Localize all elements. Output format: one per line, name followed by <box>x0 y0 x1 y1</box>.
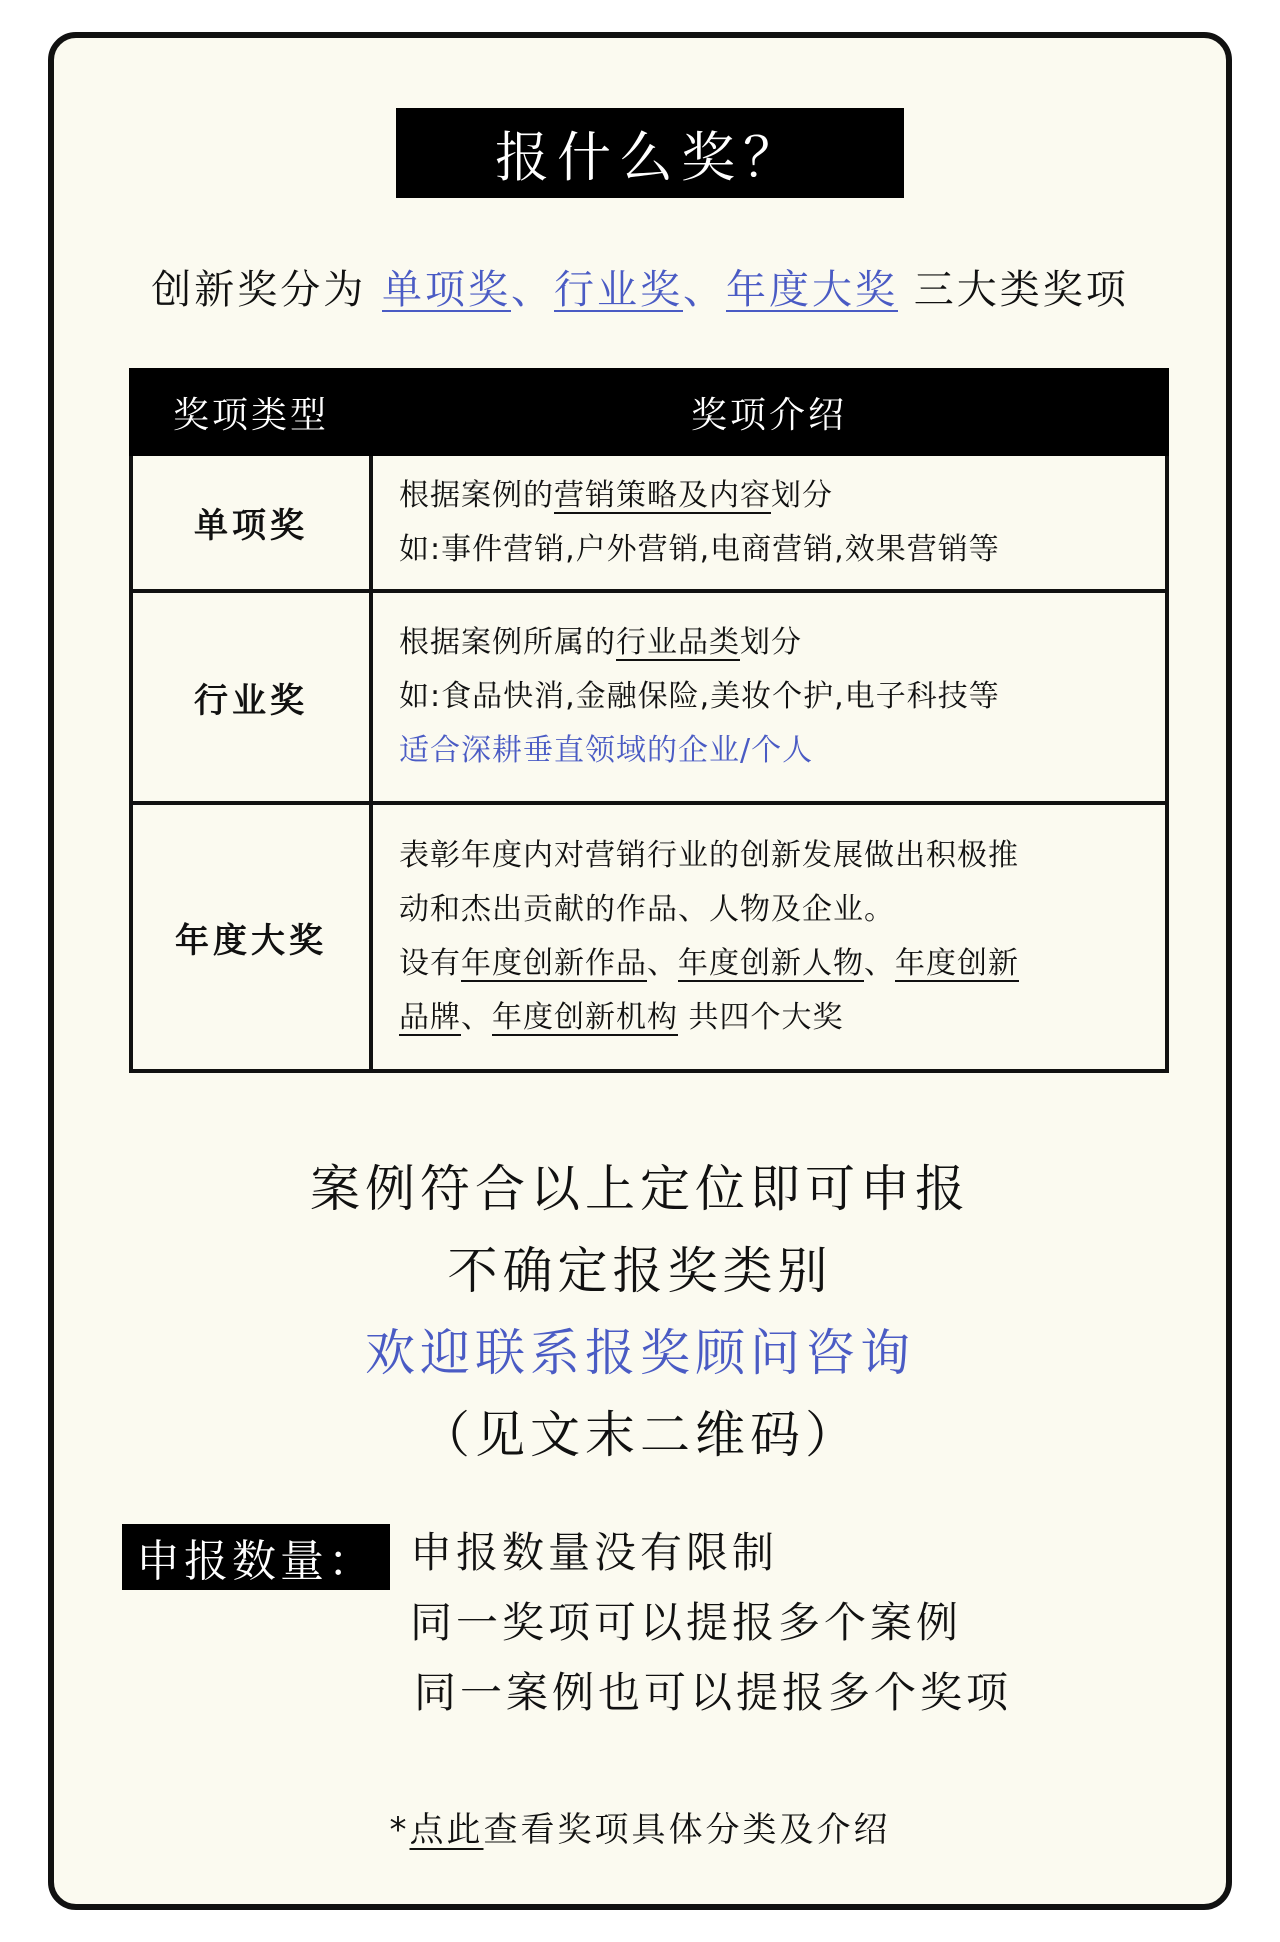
award-type-cell: 行业奖 <box>131 591 371 803</box>
award-table <box>129 368 1169 1073</box>
desc-line: 表彰年度内对营销行业的创新发展做出积极推 <box>399 838 1019 873</box>
contact-advisor-text: 欢迎联系报奖顾问咨询 <box>365 1324 915 1382</box>
desc-underlined: 营销策略及内容 <box>554 477 771 513</box>
quantity-rules <box>410 1518 1012 1728</box>
award-desc-cell <box>371 803 1167 1071</box>
award-name: 年度创新 <box>895 946 1019 981</box>
category-link-industry[interactable]: 行业奖 <box>554 267 683 313</box>
desc-line: 动和杰出贡献的作品、人物及企业。 <box>399 892 895 927</box>
desc-text: 共四个大奖 <box>678 1000 844 1035</box>
footer-text: 查看奖项具体分类及介绍 <box>483 1810 891 1850</box>
award-type-cell: 年度大奖 <box>131 803 371 1071</box>
quantity-rule: 申报数量没有限制 <box>410 1528 779 1577</box>
desc-text: 根据案例所属的 <box>399 625 616 660</box>
category-link-annual[interactable]: 年度大奖 <box>726 267 898 313</box>
award-name: 年度创新机构 <box>492 1000 678 1035</box>
table-header-row <box>131 370 1167 454</box>
category-link-single[interactable]: 单项奖 <box>382 267 511 313</box>
desc-line <box>399 616 1139 670</box>
desc-text: 设有 <box>399 946 461 981</box>
desc-text: 划分 <box>771 477 833 513</box>
desc-text: 、 <box>864 946 895 981</box>
page-title: 报什么奖？ <box>396 108 904 198</box>
note-line: 不确定报奖类别 <box>447 1242 833 1300</box>
award-desc-cell <box>371 591 1167 803</box>
subtitle <box>54 258 1226 315</box>
desc-line: 如:食品快消,金融保险,美妆个护,电子科技等 <box>399 679 1000 714</box>
table-row <box>131 454 1167 591</box>
award-desc-cell <box>371 454 1167 591</box>
desc-text: 根据案例的 <box>399 477 554 513</box>
table-row <box>131 803 1167 1071</box>
award-name: 年度创新人物 <box>678 946 864 981</box>
desc-line <box>399 991 1139 1045</box>
award-type-cell: 单项奖 <box>131 454 371 591</box>
quantity-rule: 同一案例也可以提报多个奖项 <box>414 1668 1013 1717</box>
desc-line <box>399 937 1139 991</box>
subtitle-separator: 、 <box>683 267 726 313</box>
table-row <box>131 591 1167 803</box>
desc-highlight: 适合深耕垂直领域的企业/个人 <box>399 733 814 768</box>
details-link[interactable]: 点此 <box>409 1810 484 1850</box>
header-award-intro: 奖项介绍 <box>371 370 1167 454</box>
award-name: 品牌 <box>399 1000 461 1035</box>
award-card <box>48 32 1232 1910</box>
award-name: 年度创新作品 <box>461 946 647 981</box>
quantity-label: 申报数量： <box>122 1524 390 1590</box>
subtitle-suffix: 三大类奖项 <box>898 267 1129 313</box>
application-note <box>54 1148 1226 1476</box>
quantity-rule: 同一奖项可以提报多个案例 <box>410 1598 963 1647</box>
subtitle-separator: 、 <box>511 267 554 313</box>
desc-line <box>399 469 1139 523</box>
desc-underlined: 行业品类 <box>616 625 740 660</box>
header-award-type: 奖项类型 <box>131 370 371 454</box>
desc-line: 如:事件营销,户外营销,电商营销,效果营销等 <box>399 531 1000 567</box>
footer-star: * <box>389 1810 410 1850</box>
desc-text: 、 <box>461 1000 492 1035</box>
subtitle-prefix: 创新奖分为 <box>151 267 382 313</box>
note-line: （见文末二维码） <box>420 1406 860 1464</box>
desc-text: 、 <box>647 946 678 981</box>
desc-text: 划分 <box>740 625 802 660</box>
note-line: 案例符合以上定位即可申报 <box>310 1160 970 1218</box>
footer <box>54 1802 1226 1851</box>
